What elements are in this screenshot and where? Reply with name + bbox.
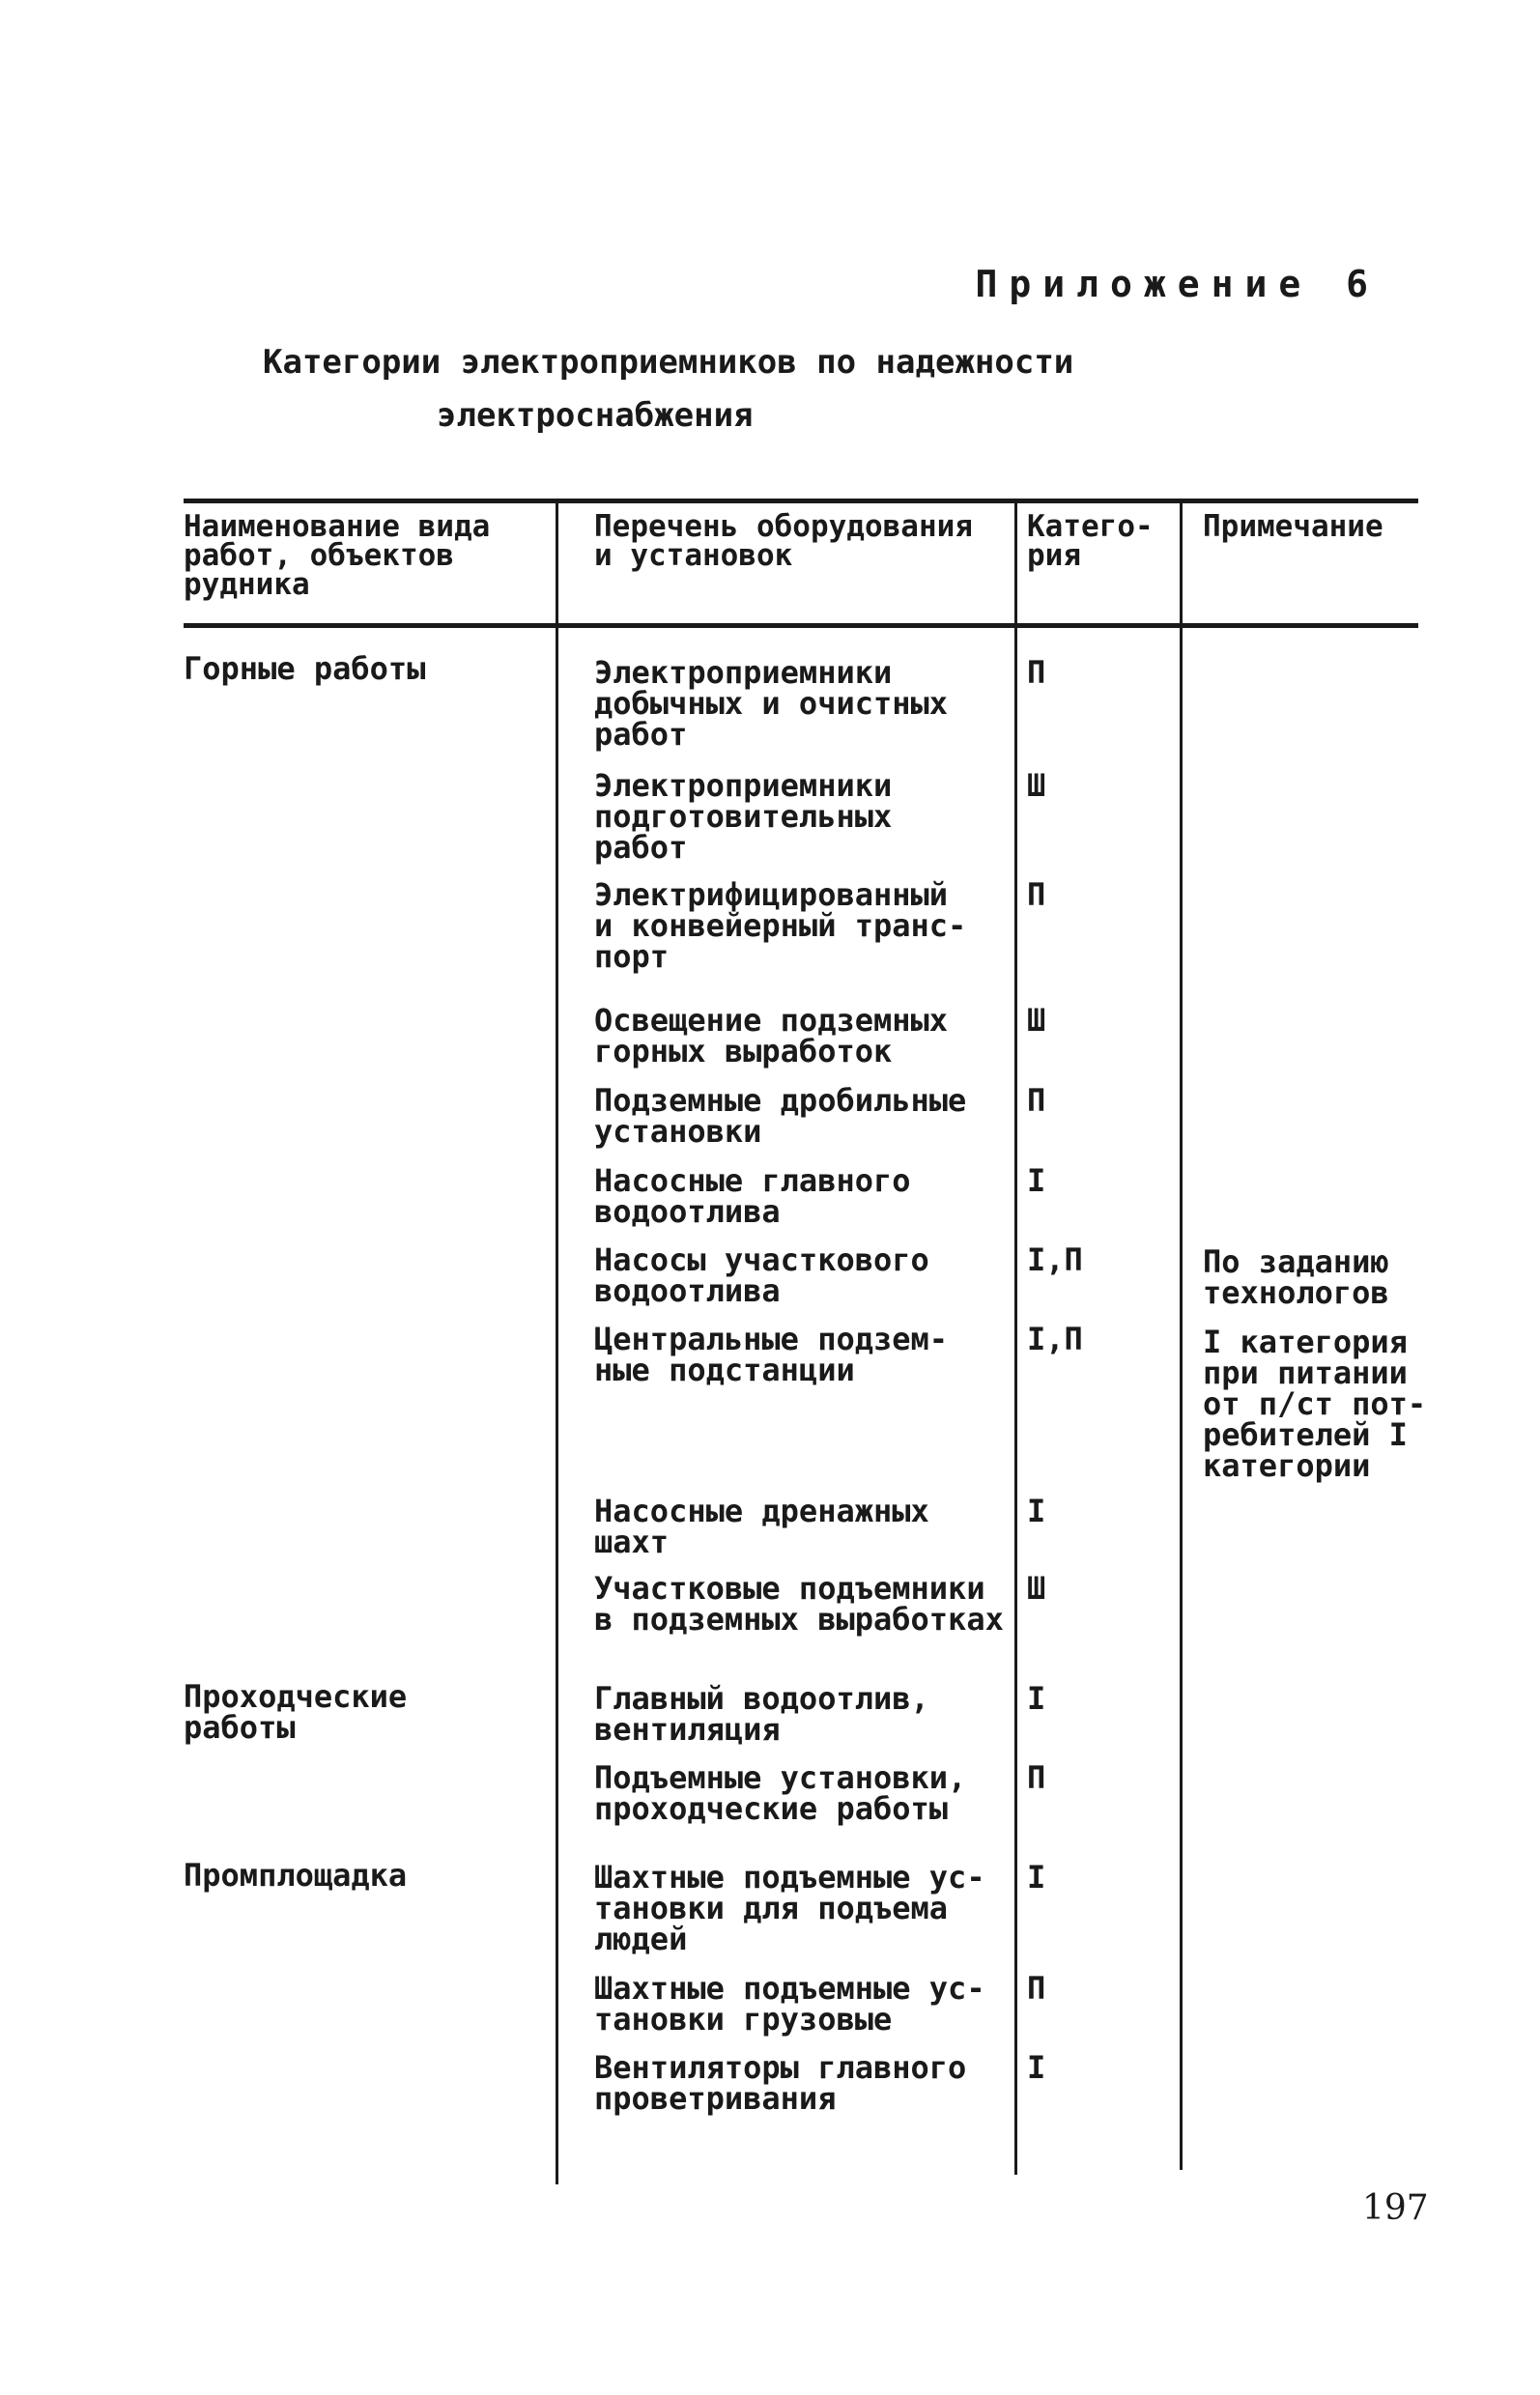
- page-number: 197: [1362, 2188, 1429, 2228]
- category-cell: П: [1027, 654, 1046, 691]
- group-industrial-site: Промплощадка: [184, 1857, 408, 1894]
- category-cell: Ш: [1027, 1570, 1046, 1607]
- appendix-label: Приложение 6: [975, 263, 1380, 305]
- category-cell: П: [1027, 1970, 1046, 2007]
- header-equipment: Перечень оборудования и установок: [594, 509, 973, 573]
- category-cell: I: [1027, 1162, 1046, 1199]
- category-cell: I,П: [1027, 1321, 1083, 1357]
- equipment-cell: Центральные подзем- ные подстанции: [594, 1321, 949, 1388]
- equipment-cell: Насосные главного водоотлива: [594, 1162, 911, 1230]
- table-title-line-2: электроснабжения: [437, 396, 754, 435]
- header-work-type: Наименование вида работ, объектов рудника: [184, 509, 491, 602]
- equipment-cell: Главный водоотлив, вентиляция: [594, 1680, 929, 1748]
- table-title-line-1: Категории электроприемников по надежности: [263, 343, 1074, 382]
- category-cell: I: [1027, 1493, 1046, 1529]
- header-category: Катего- рия: [1027, 509, 1154, 573]
- equipment-cell: Освещение подземных горных выработок: [594, 1002, 949, 1069]
- equipment-cell: Подземные дробильные установки: [594, 1082, 967, 1150]
- category-cell: Ш: [1027, 767, 1046, 804]
- equipment-cell: Вентиляторы главного проветривания: [594, 2049, 967, 2117]
- equipment-cell: Электроприемники добычных и очистных работ: [594, 654, 949, 753]
- note-cell: По заданию технологов: [1203, 1243, 1389, 1311]
- header-note: Примечание: [1203, 509, 1383, 544]
- equipment-cell: Шахтные подъемные ус- тановки для подъема людей: [594, 1859, 985, 1957]
- category-cell: I,П: [1027, 1241, 1083, 1278]
- category-cell: П: [1027, 1082, 1046, 1119]
- column-divider-1: [556, 499, 558, 2184]
- group-tunneling-works: Проходческие работы: [184, 1678, 408, 1746]
- column-divider-3: [1180, 499, 1183, 2170]
- column-divider-2: [1014, 499, 1017, 2175]
- equipment-cell: Шахтные подъемные ус- тановки грузовые: [594, 1970, 985, 2038]
- group-mining-works: Горные работы: [184, 650, 426, 687]
- note-cell: I категория при питании от п/ст пот- ребителей I категории: [1203, 1324, 1427, 1484]
- header-bottom-rule: [184, 623, 1418, 628]
- equipment-cell: Участковые подъемники в подземных выработках: [594, 1570, 1004, 1638]
- category-cell: Ш: [1027, 1002, 1046, 1039]
- equipment-cell: Электроприемники подготовительных работ: [594, 767, 893, 866]
- equipment-cell: Подъемные установки, проходческие работы: [594, 1759, 967, 1827]
- category-cell: П: [1027, 876, 1046, 913]
- category-cell: I: [1027, 1680, 1046, 1717]
- category-cell: П: [1027, 1759, 1046, 1796]
- equipment-cell: Электрифицированный и конвейерный транс- порт: [594, 876, 967, 975]
- equipment-cell: Насосы участкового водоотлива: [594, 1241, 929, 1309]
- table-top-rule: [184, 499, 1418, 503]
- equipment-cell: Насосные дренажных шахт: [594, 1493, 929, 1560]
- category-cell: I: [1027, 2049, 1046, 2086]
- category-cell: I: [1027, 1859, 1046, 1896]
